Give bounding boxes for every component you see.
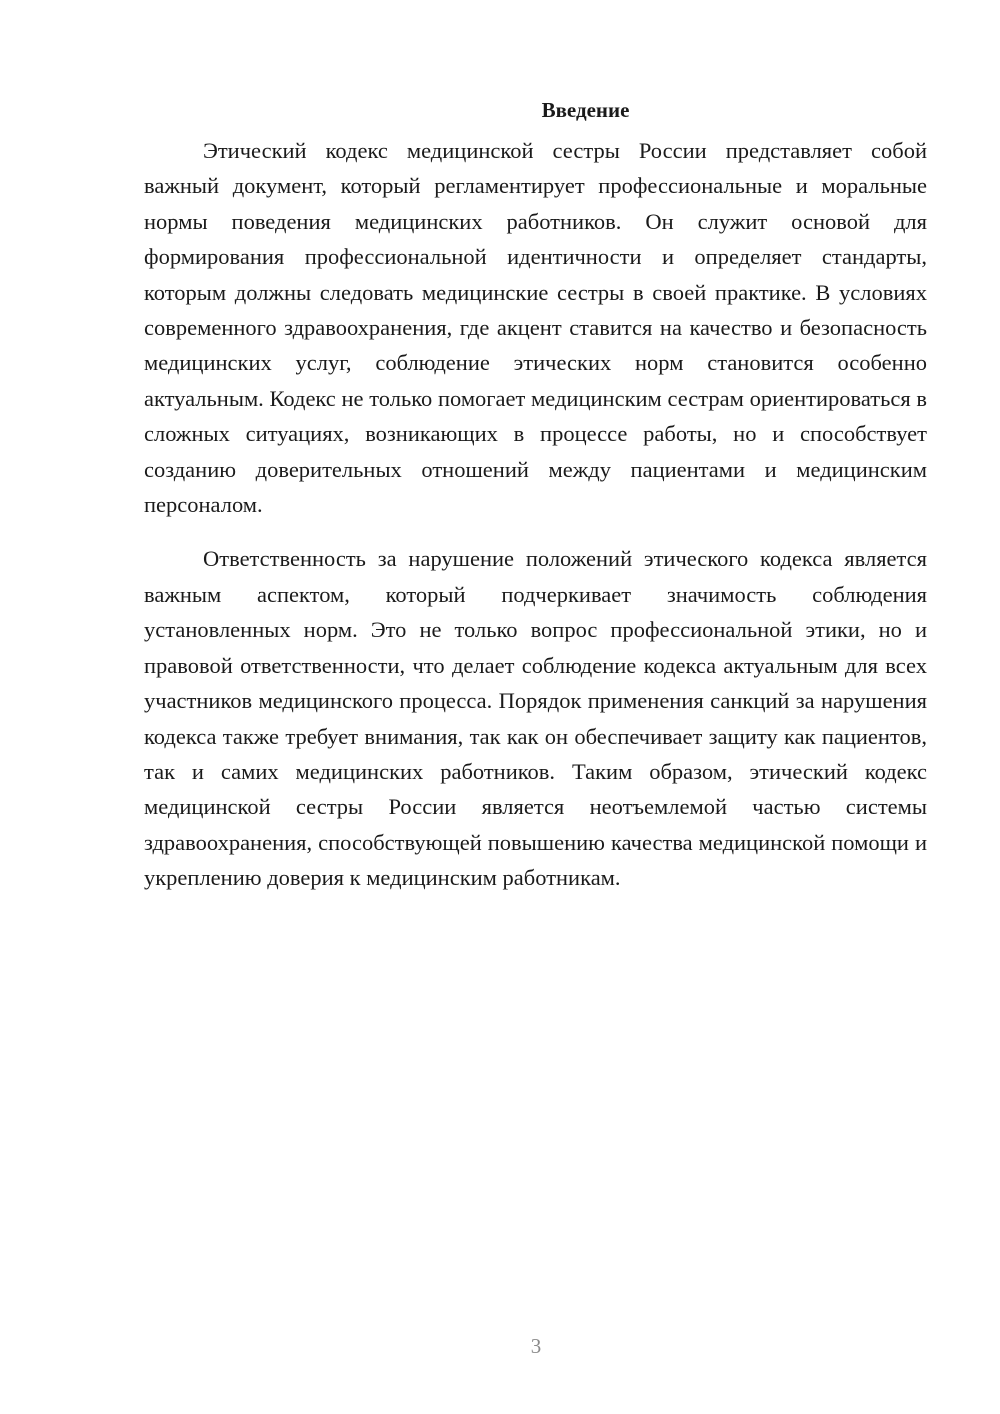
paragraph-introduction-2: Ответственность за нарушение положений этического кодекса является важным аспектом, который подчеркивает значимость соблюдения установленных норм. Это не только вопрос профессиональной этики, но и правовой ответственности, что делает соблюдение кодекса актуальным для всех участников медицинского процесса. Порядок применения санкций за нарушения кодекса также требует внимания, так как он обеспечивает защиту как пациентов, так и самих медицинских работников. Таким образом, этический кодекс медицинской сестры России является неотъемлемой частью системы здравоохранения, способствующей повышению качества медицинской помощи и укреплению доверия к медицинским работникам. — [144, 546, 927, 891]
page-content — [144, 92, 927, 896]
paragraph-introduction-1: Этический кодекс медицинской сестры России представляет собой важный документ, который регламентирует профессиональные и моральные нормы поведения медицинских работников. Он служит основой для формирования профессиональной идентичности и определяет стандарты, которым должны следовать медицинские сестры в своей практике. В условиях современного здравоохранения, где акцент ставится на качество и безопасность медицинских услуг, соблюдение этических норм становится особенно актуальным. Кодекс не только помогает медицинским сестрам ориентироваться в сложных ситуациях, возникающих в процессе работы, но и способствует созданию доверительных отношений между пациентами и медицинским персоналом. — [144, 138, 927, 518]
page-number: 3 — [530, 1334, 542, 1358]
section-heading: Введение — [541, 98, 630, 122]
